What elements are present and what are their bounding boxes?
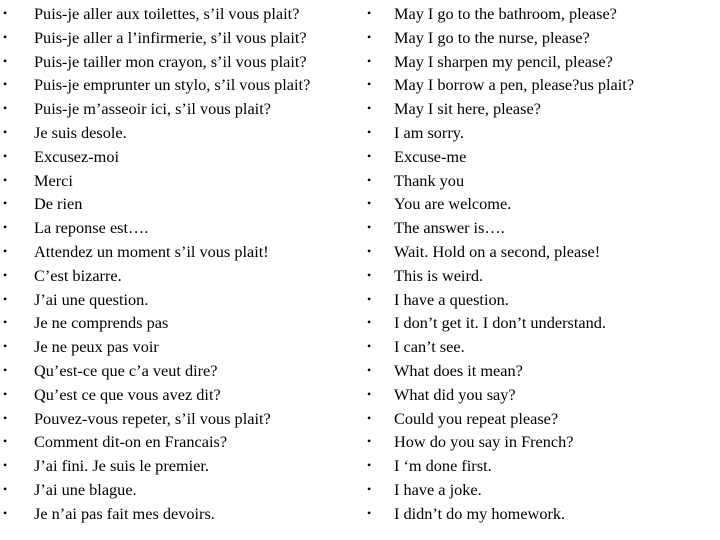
english-phrase-item [360, 145, 720, 169]
bullet-icon: • [3, 291, 8, 306]
french-phrase-text: Merci [34, 170, 73, 190]
bullet-icon: • [3, 386, 8, 401]
french-phrase-item [0, 311, 360, 335]
english-phrase-text: What does it mean? [394, 360, 523, 380]
french-phrase-item [0, 240, 360, 264]
french-phrase-text: Puis-je tailler mon crayon, s’il vous plait? [34, 51, 307, 71]
english-phrase-text: You are welcome. [394, 194, 512, 214]
french-phrase-text: Attendez un moment s’il vous plait! [34, 241, 269, 261]
english-phrase-text: I ‘m done first. [394, 456, 492, 476]
bullet-icon: • [367, 196, 372, 211]
french-phrase-item [0, 430, 360, 454]
english-phrase-item [360, 121, 720, 145]
english-phrase-text: May I borrow a pen, please?us plait? [394, 75, 635, 95]
bullet-icon: • [367, 53, 372, 68]
french-phrase-item [0, 2, 360, 26]
english-phrase-text: Could you repeat please? [394, 408, 559, 428]
bullet-icon: • [3, 6, 8, 20]
english-phrase-item [360, 359, 720, 383]
bullet-icon: • [367, 362, 372, 377]
bullet-icon: • [367, 77, 372, 92]
english-phrase-text: How do you say in French? [394, 432, 574, 452]
french-phrase-item [0, 502, 360, 526]
french-phrase-item [0, 216, 360, 240]
english-phrase-text: I can’t see. [394, 337, 465, 357]
french-phrase-text: Puis-je m’asseoir ici, s’il vous plait? [34, 99, 271, 119]
english-phrase-text: What did you say? [394, 384, 516, 404]
english-phrase-text: I don’t get it. I don’t understand. [394, 313, 606, 333]
bullet-icon: • [367, 29, 372, 44]
french-phrase-text: Puis-je aller a l’infirmerie, s’il vous plait? [34, 27, 307, 47]
english-phrase-text: This is weird. [394, 265, 484, 285]
bullet-icon: • [3, 505, 8, 520]
french-phrase-text: C’est bizarre. [34, 265, 122, 285]
english-phrase-item [360, 50, 720, 74]
bullet-icon: • [3, 458, 8, 473]
english-phrase-item [360, 407, 720, 431]
bullet-icon: • [367, 291, 372, 306]
bullet-icon: • [3, 410, 8, 425]
bullet-icon: • [367, 339, 372, 354]
french-phrase-text: J’ai fini. Je suis le premier. [34, 456, 209, 476]
english-phrase-item [360, 454, 720, 478]
bullet-icon: • [367, 315, 372, 330]
french-phrase-item [0, 478, 360, 502]
bullet-icon: • [367, 267, 372, 282]
bullet-icon: • [367, 6, 372, 20]
french-phrase-item [0, 359, 360, 383]
bullet-icon: • [367, 434, 372, 449]
bullet-icon: • [3, 77, 8, 92]
bullet-icon: • [3, 243, 8, 258]
bullet-icon: • [367, 505, 372, 520]
english-phrase-item [360, 288, 720, 312]
french-phrase-item [0, 145, 360, 169]
english-phrase-list [360, 2, 720, 526]
english-phrase-text: May I sit here, please? [394, 99, 541, 119]
french-phrase-text: J’ai une question. [34, 289, 149, 309]
bullet-icon: • [367, 101, 372, 116]
french-phrase-item [0, 50, 360, 74]
french-phrase-item [0, 454, 360, 478]
bullet-icon: • [367, 124, 372, 139]
english-phrase-text: May I sharpen my pencil, please? [394, 51, 613, 71]
french-phrase-item [0, 73, 360, 97]
english-phrase-text: May I go to the bathroom, please? [394, 4, 617, 23]
english-phrase-text: May I go to the nurse, please? [394, 27, 590, 47]
english-phrase-text: I didn’t do my homework. [394, 503, 566, 523]
english-phrase-text: I have a question. [394, 289, 509, 309]
english-phrase-item [360, 2, 720, 26]
english-phrase-text: Wait. Hold on a second, please! [394, 241, 601, 261]
french-phrase-text: La reponse est…. [34, 218, 149, 238]
french-phrase-text: Je ne comprends pas [34, 313, 169, 333]
bullet-icon: • [367, 220, 372, 235]
french-phrase-item [0, 264, 360, 288]
bullet-icon: • [367, 410, 372, 425]
french-phrase-text: Puis-je emprunter un stylo, s’il vous plait? [34, 75, 311, 95]
french-phrase-text: Excusez-moi [34, 146, 119, 166]
english-phrase-item [360, 335, 720, 359]
english-phrase-text: I have a joke. [394, 479, 482, 499]
french-phrase-text: Puis-je aller aux toilettes, s’il vous plait? [34, 4, 300, 23]
french-phrase-text: Qu’est ce que vous avez dit? [34, 384, 221, 404]
bullet-icon: • [3, 124, 8, 139]
french-phrase-text: Je ne peux pas voir [34, 337, 159, 357]
english-phrase-item [360, 502, 720, 526]
bullet-icon: • [367, 386, 372, 401]
bullet-icon: • [3, 172, 8, 187]
english-phrase-item [360, 73, 720, 97]
english-phrase-item [360, 383, 720, 407]
french-phrase-text: J’ai une blague. [34, 479, 137, 499]
french-phrase-text: Je suis desole. [34, 122, 127, 142]
bullet-icon: • [3, 267, 8, 282]
english-phrase-item [360, 192, 720, 216]
bullet-icon: • [3, 315, 8, 330]
french-phrase-text: Pouvez-vous repeter, s’il vous plait? [34, 408, 271, 428]
bullet-icon: • [3, 101, 8, 116]
bullet-icon: • [3, 362, 8, 377]
french-phrase-item [0, 26, 360, 50]
french-phrase-item [0, 383, 360, 407]
french-phrase-item [0, 335, 360, 359]
french-phrase-text: De rien [34, 194, 83, 214]
bullet-icon: • [3, 434, 8, 449]
bullet-icon: • [367, 148, 372, 163]
french-phrase-item [0, 288, 360, 312]
bullet-icon: • [3, 29, 8, 44]
english-phrase-item [360, 311, 720, 335]
french-phrase-list [0, 2, 360, 526]
french-phrase-item [0, 97, 360, 121]
english-phrase-item [360, 264, 720, 288]
english-phrase-text: Thank you [394, 170, 465, 190]
bullet-icon: • [367, 172, 372, 187]
french-phrase-text: Qu’est-ce que c’a veut dire? [34, 360, 218, 380]
bullet-icon: • [3, 53, 8, 68]
french-phrase-item [0, 192, 360, 216]
bullet-icon: • [3, 481, 8, 496]
bullet-icon: • [3, 220, 8, 235]
bullet-icon: • [367, 243, 372, 258]
bullet-icon: • [3, 196, 8, 211]
english-phrase-item [360, 97, 720, 121]
bullet-icon: • [367, 481, 372, 496]
english-phrase-item [360, 216, 720, 240]
bullet-icon: • [367, 458, 372, 473]
english-phrase-item [360, 26, 720, 50]
french-phrase-text: Comment dit-on en Francais? [34, 432, 228, 452]
french-phrase-text: Je n’ai pas fait mes devoirs. [34, 503, 215, 523]
french-phrase-item [0, 121, 360, 145]
bullet-icon: • [3, 339, 8, 354]
english-phrase-text: I am sorry. [394, 122, 464, 142]
english-phrase-text: The answer is…. [394, 218, 505, 238]
french-phrase-item [0, 169, 360, 193]
english-phrase-item [360, 240, 720, 264]
bullet-icon: • [3, 148, 8, 163]
english-phrase-item [360, 430, 720, 454]
english-phrase-text: Excuse-me [394, 146, 467, 166]
french-phrase-item [0, 407, 360, 431]
english-phrase-item [360, 169, 720, 193]
english-phrase-item [360, 478, 720, 502]
